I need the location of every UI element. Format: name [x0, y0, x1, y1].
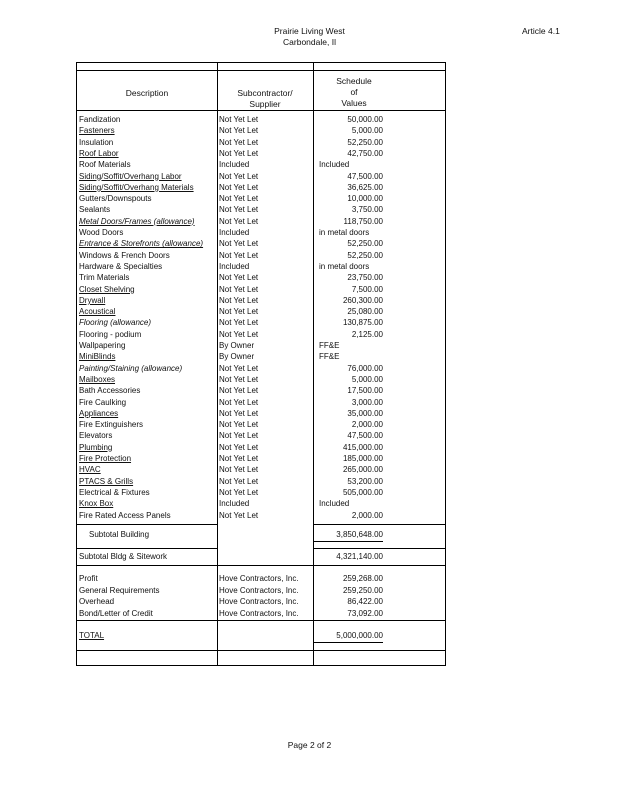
line-item-value: 2,000.00	[351, 510, 383, 520]
table-row	[77, 453, 445, 464]
line-item-value: 17,500.00	[347, 386, 383, 396]
line-item-value: Included	[319, 160, 350, 170]
subtotal-sitework-row	[77, 551, 445, 562]
line-item-description: Plumbing	[79, 442, 113, 452]
line-item-value: 2,000.00	[351, 420, 383, 430]
total-underline	[313, 642, 383, 643]
table-row	[77, 227, 445, 238]
table-row	[77, 114, 445, 125]
line-item-description: Windows & French Doors	[79, 250, 170, 260]
table-row	[77, 171, 445, 182]
line-item-value: 52,250.00	[347, 250, 383, 260]
table-row	[77, 363, 445, 374]
subtotal-rule	[313, 524, 445, 525]
line-item-subcontractor: Not Yet Let	[219, 329, 259, 339]
total-value: 5,000,000.00	[336, 631, 383, 640]
subtotal-building-label: Subtotal Building	[89, 530, 150, 539]
line-item-subcontractor: Not Yet Let	[219, 476, 259, 486]
line-item-description: Gutters/Downspouts	[79, 194, 152, 204]
subtotal-building-row	[77, 529, 445, 540]
fee-contractor: Hove Contractors, Inc.	[219, 608, 299, 618]
line-item-description: Sealants	[79, 205, 111, 215]
line-item-subcontractor: Not Yet Let	[219, 442, 259, 452]
line-item-subcontractor: Not Yet Let	[219, 126, 259, 136]
line-item-value: FF&E	[319, 352, 340, 362]
table-row	[77, 385, 445, 396]
line-item-description: Fasteners	[79, 126, 115, 136]
line-item-subcontractor: Not Yet Let	[219, 216, 259, 226]
line-item-subcontractor: Not Yet Let	[219, 318, 259, 328]
table-row	[77, 397, 445, 408]
fee-description: General Requirements	[79, 585, 160, 595]
table-row	[77, 476, 445, 487]
line-item-value: 47,500.00	[347, 431, 383, 441]
table-row	[77, 340, 445, 351]
line-item-value: FF&E	[319, 341, 340, 350]
line-item-subcontractor: Not Yet Let	[219, 250, 259, 260]
article-number: Article 4.1	[522, 26, 560, 36]
line-item-description: Fire Protection	[79, 454, 132, 463]
table-top-rule	[77, 62, 445, 63]
line-item-description: Flooring (allowance)	[79, 318, 152, 328]
line-item-description: Roof Labor	[79, 148, 119, 158]
line-item-description: Roof Materials	[79, 160, 131, 170]
line-item-description: Wood Doors	[79, 228, 124, 237]
table-row	[77, 272, 445, 283]
fee-description: Profit	[79, 574, 98, 583]
line-item-value: 3,750.00	[351, 205, 383, 215]
line-item-value: in metal doors	[319, 228, 370, 237]
line-item-description: Mailboxes	[79, 374, 116, 384]
line-item-subcontractor: Not Yet Let	[219, 239, 259, 249]
line-item-subcontractor: Not Yet Let	[219, 386, 259, 396]
table-row	[77, 442, 445, 453]
fee-description: Overhead	[79, 597, 115, 606]
table-row	[77, 159, 445, 170]
table-row	[77, 510, 445, 521]
table-row	[77, 419, 445, 430]
line-item-subcontractor: Not Yet Let	[219, 454, 259, 463]
fee-value: 259,250.00	[342, 585, 383, 595]
line-item-description: Fandization	[79, 115, 121, 124]
line-item-value: 23,750.00	[347, 273, 383, 283]
table-bottom-rule	[77, 665, 445, 666]
table-row	[77, 238, 445, 249]
line-item-subcontractor: Not Yet Let	[219, 431, 259, 441]
line-item-value: Included	[319, 499, 350, 509]
line-item-subcontractor: Not Yet Let	[219, 307, 259, 317]
line-item-subcontractor: Included	[219, 261, 250, 271]
table-row	[77, 351, 445, 362]
line-item-value: 42,750.00	[347, 148, 383, 158]
column-header-supplier: Supplier	[249, 99, 281, 109]
line-item-description: Knox Box	[79, 499, 114, 509]
line-item-description: MiniBlinds	[79, 352, 116, 362]
column-header-values: Values	[341, 98, 367, 108]
line-item-description: Electrical & Fixtures	[79, 487, 150, 497]
subtotal-rule	[77, 524, 217, 525]
table-row	[77, 487, 445, 498]
line-item-subcontractor: By Owner	[219, 341, 255, 350]
fee-row	[77, 585, 445, 596]
line-item-description: HVAC	[79, 465, 101, 475]
line-item-value: 415,000.00	[342, 442, 383, 452]
page-number: Page 2 of 2	[287, 740, 332, 750]
table-row	[77, 295, 445, 306]
line-item-value: 76,000.00	[347, 363, 383, 373]
line-item-subcontractor: Not Yet Let	[219, 137, 259, 147]
line-item-value: 47,500.00	[347, 171, 383, 181]
table-row	[77, 464, 445, 475]
table-row	[77, 284, 445, 295]
line-item-value: 53,200.00	[347, 476, 383, 486]
table-row	[77, 148, 445, 159]
line-item-subcontractor: Not Yet Let	[219, 171, 259, 181]
line-item-subcontractor: Not Yet Let	[219, 205, 259, 215]
line-item-subcontractor: Not Yet Let	[219, 465, 259, 475]
line-item-subcontractor: Not Yet Let	[219, 295, 259, 305]
fee-value: 73,092.00	[347, 608, 383, 618]
line-item-value: 505,000.00	[342, 487, 383, 497]
total-bottom-rule	[77, 650, 445, 651]
line-item-value: 52,250.00	[347, 239, 383, 249]
column-header-schedule: Schedule	[336, 76, 372, 86]
line-item-subcontractor: Not Yet Let	[219, 148, 259, 158]
line-item-description: Appliances	[79, 408, 119, 418]
line-item-description: Entrance & Storefronts (allowance)	[79, 239, 204, 249]
line-item-value: 185,000.00	[342, 454, 383, 463]
document-subtitle: Carbondale, Il	[283, 37, 336, 47]
document-title: Prairie Living West	[274, 26, 345, 36]
section-rule	[77, 565, 445, 566]
table-row	[77, 250, 445, 261]
column-header-of: of	[350, 87, 358, 97]
subtotal-rule	[313, 548, 445, 549]
line-item-subcontractor: Not Yet Let	[219, 487, 259, 497]
line-item-value: 5,000.00	[351, 374, 383, 384]
subtotal-underline	[313, 541, 383, 542]
line-item-description: Fire Rated Access Panels	[79, 510, 171, 520]
subtotal-building-value: 3,850,648.00	[336, 530, 383, 539]
fee-contractor: Hove Contractors, Inc.	[219, 574, 299, 583]
table-row	[77, 498, 445, 509]
column-header-description: Description	[125, 88, 169, 98]
line-item-value: 5,000.00	[351, 126, 383, 136]
line-item-description: Painting/Staining (allowance)	[79, 363, 183, 373]
fee-contractor: Hove Contractors, Inc.	[219, 585, 299, 595]
line-item-value: 50,000.00	[347, 115, 383, 124]
line-item-subcontractor: Not Yet Let	[219, 510, 259, 520]
table-row	[77, 216, 445, 227]
line-item-description: Fire Extinguishers	[79, 420, 144, 430]
subtotal-sitework-value: 4,321,140.00	[336, 552, 383, 561]
line-item-value: 265,000.00	[342, 465, 383, 475]
line-item-value: 2,125.00	[351, 329, 383, 339]
line-item-description: Metal Doors/Frames (allowance)	[79, 216, 195, 226]
table-row	[77, 430, 445, 441]
line-item-description: Siding/Soffit/Overhang Labor	[79, 171, 182, 181]
line-item-value: 36,625.00	[347, 182, 383, 192]
line-item-description: Acoustical	[79, 307, 116, 317]
fee-row	[77, 608, 445, 619]
line-item-description: Closet Shelving	[79, 284, 135, 294]
column-header-subcontractor: Subcontractor/	[237, 88, 293, 98]
table-row	[77, 329, 445, 340]
header-bottom-rule	[77, 110, 445, 111]
fee-value: 86,422.00	[347, 597, 383, 606]
line-item-value: 7,500.00	[351, 284, 383, 294]
line-item-value: 130,875.00	[342, 318, 383, 328]
line-item-subcontractor: Included	[219, 499, 250, 509]
table-row	[77, 182, 445, 193]
table-row	[77, 137, 445, 148]
line-item-subcontractor: Not Yet Let	[219, 397, 259, 407]
line-item-value: 25,080.00	[347, 307, 383, 317]
table-row	[77, 408, 445, 419]
line-item-subcontractor: Not Yet Let	[219, 182, 259, 192]
line-item-description: Drywall	[79, 295, 106, 305]
line-item-subcontractor: Not Yet Let	[219, 420, 259, 430]
fee-row	[77, 596, 445, 607]
line-item-value: 118,750.00	[343, 216, 383, 226]
line-item-description: Flooring - podium	[79, 329, 142, 339]
line-item-subcontractor: Included	[219, 228, 250, 237]
fee-value: 259,268.00	[342, 574, 383, 583]
line-item-value: 3,000.00	[351, 397, 383, 407]
table-row	[77, 193, 445, 204]
table-row	[77, 125, 445, 136]
subtotal-sitework-label: Subtotal Bldg & Sitework	[79, 552, 168, 561]
line-item-subcontractor: Not Yet Let	[219, 284, 259, 294]
line-item-description: Bath Accessories	[79, 386, 141, 396]
line-item-value: 260,300.00	[342, 295, 383, 305]
line-item-description: PTACS & Grills	[79, 476, 134, 486]
table-row	[77, 204, 445, 215]
header-rule	[77, 70, 445, 71]
line-item-value: 35,000.00	[347, 408, 383, 418]
line-item-description: Siding/Soffit/Overhang Materials	[79, 182, 194, 192]
table-row	[77, 317, 445, 328]
total-row	[77, 630, 445, 641]
line-item-subcontractor: Not Yet Let	[219, 194, 259, 204]
table-row	[77, 261, 445, 272]
fee-description: Bond/Letter of Credit	[79, 608, 153, 618]
line-item-description: Trim Materials	[79, 273, 130, 283]
subtotal-rule	[77, 548, 217, 549]
total-label: TOTAL	[79, 631, 105, 640]
line-item-description: Fire Caulking	[79, 397, 127, 407]
table-row	[77, 374, 445, 385]
line-item-subcontractor: Included	[219, 160, 250, 170]
line-item-subcontractor: By Owner	[219, 352, 255, 362]
fee-row	[77, 573, 445, 584]
line-item-value: 52,250.00	[347, 137, 383, 147]
line-item-subcontractor: Not Yet Let	[219, 408, 259, 418]
line-item-description: Hardware & Specialties	[79, 261, 163, 271]
line-item-description: Elevators	[79, 431, 113, 441]
schedule-of-values-table	[76, 62, 446, 666]
line-item-subcontractor: Not Yet Let	[219, 374, 259, 384]
table-row	[77, 306, 445, 317]
line-item-description: Wallpapering	[79, 341, 126, 350]
line-item-description: Insulation	[79, 137, 114, 147]
line-item-subcontractor: Not Yet Let	[219, 363, 259, 373]
line-item-value: 10,000.00	[347, 194, 383, 204]
line-item-subcontractor: Not Yet Let	[219, 115, 259, 124]
fee-contractor: Hove Contractors, Inc.	[219, 597, 299, 606]
line-item-subcontractor: Not Yet Let	[219, 273, 259, 283]
line-item-value: in metal doors	[319, 261, 370, 271]
total-top-rule	[77, 620, 445, 621]
